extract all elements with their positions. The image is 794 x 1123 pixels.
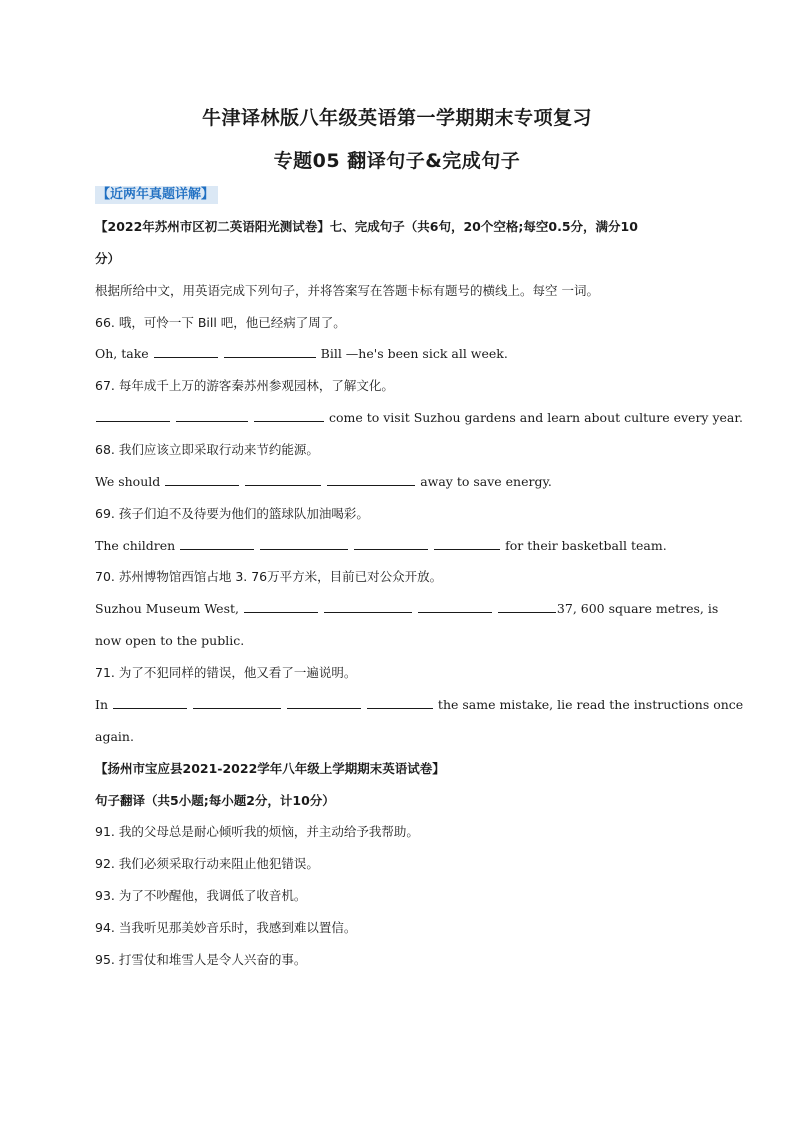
q66-en-start: Oh, take: [95, 346, 149, 361]
document-title: 牛津译林版八年级英语第一学期期末专项复习: [201, 107, 592, 129]
q71-english: [95, 696, 744, 714]
answer-blank[interactable]: [165, 473, 239, 486]
q67-english: [95, 409, 743, 427]
answer-blank[interactable]: [96, 409, 170, 422]
answer-blank[interactable]: [244, 600, 318, 613]
q68-english: [95, 473, 705, 491]
q95: 95. 打雪仗和堆雪人是令人兴奋的事。: [95, 952, 307, 967]
answer-blank[interactable]: [287, 696, 361, 709]
q92: 92. 我们必须采取行动来阻止他犯错误。: [95, 856, 319, 871]
section1-instruction: 根据所给中文，用英语完成下列句子，并将答案写在答题卡标有题号的横线上。每空 一词。: [95, 283, 599, 298]
q70-english-line2: now open to the public.: [95, 633, 245, 648]
q67-en-end: come to visit Suzhou gardens and learn about culture every year.: [328, 410, 743, 425]
section1-header-line1: 【2022年苏州市区初二英语阳光测试卷】七、完成句子（共6句，20个空格;每空0.5分，满分10: [95, 219, 638, 234]
q70-chinese: 70. 苏州博物馆西馆占地 3. 76万平方米，目前已对公众开放。: [95, 569, 443, 584]
q69-en-end: for their basketball team.: [505, 538, 667, 553]
answer-blank[interactable]: [193, 696, 281, 709]
document-subtitle: 专题05 翻译句子&完成句子: [273, 150, 521, 172]
answer-blank[interactable]: [180, 537, 254, 550]
section-tag: 【近两年真题详解】: [95, 186, 218, 204]
q69-english: [95, 537, 705, 555]
q93: 93. 为了不吵醒他，我调低了收音机。: [95, 888, 307, 903]
answer-blank[interactable]: [498, 600, 556, 613]
q68-chinese: 68. 我们应该立即采取行动来节约能源。: [95, 442, 319, 457]
q67-chinese: 67. 每年成千上万的游客秦苏州参观园林，了解文化。: [95, 378, 394, 393]
answer-blank[interactable]: [434, 537, 500, 550]
answer-blank[interactable]: [418, 600, 492, 613]
q70-en-start: Suzhou Museum West,: [95, 601, 239, 616]
answer-blank[interactable]: [324, 600, 412, 613]
q71-english-line2: again.: [95, 729, 134, 744]
q69-chinese: 69. 孩子们迫不及待要为他们的篮球队加油喝彩。: [95, 506, 369, 521]
q71-chinese: 71. 为了不犯同样的错误，他又看了一遍说明。: [95, 665, 357, 680]
answer-blank[interactable]: [224, 345, 316, 358]
section1-header-line2: 分）: [95, 251, 121, 266]
q68-en-end: away to save energy.: [420, 474, 552, 489]
answer-blank[interactable]: [113, 696, 187, 709]
section2-header: 【扬州市宝应县2021-2022学年八年级上学期期末英语试卷】: [95, 761, 445, 776]
answer-blank[interactable]: [245, 473, 321, 486]
section2-subheader: 句子翻译（共5小题;每小题2分，计10分）: [95, 793, 335, 808]
q68-en-start: We should: [95, 474, 161, 489]
answer-blank[interactable]: [327, 473, 415, 486]
q70-english: [95, 600, 719, 618]
answer-blank[interactable]: [176, 409, 248, 422]
q66-english: [95, 345, 705, 363]
answer-blank[interactable]: [154, 345, 218, 358]
q66-chinese: 66. 哦，可怜一下 Bill 吧，他已经病了周了。: [95, 315, 346, 330]
q71-en-start: In: [95, 697, 108, 712]
answer-blank[interactable]: [354, 537, 428, 550]
q71-en-end: the same mistake, lie read the instructions once: [437, 697, 744, 712]
answer-blank[interactable]: [260, 537, 348, 550]
q69-en-start: The children: [95, 538, 176, 553]
q66-en-end: Bill —he's been sick all week.: [320, 346, 508, 361]
answer-blank[interactable]: [367, 696, 433, 709]
q70-en-end: 37, 600 square metres, is: [556, 601, 719, 616]
q91: 91. 我的父母总是耐心倾听我的烦恼，并主动给予我帮助。: [95, 824, 419, 839]
q94: 94. 当我听见那美妙音乐时，我感到难以置信。: [95, 920, 357, 935]
answer-blank[interactable]: [254, 409, 324, 422]
